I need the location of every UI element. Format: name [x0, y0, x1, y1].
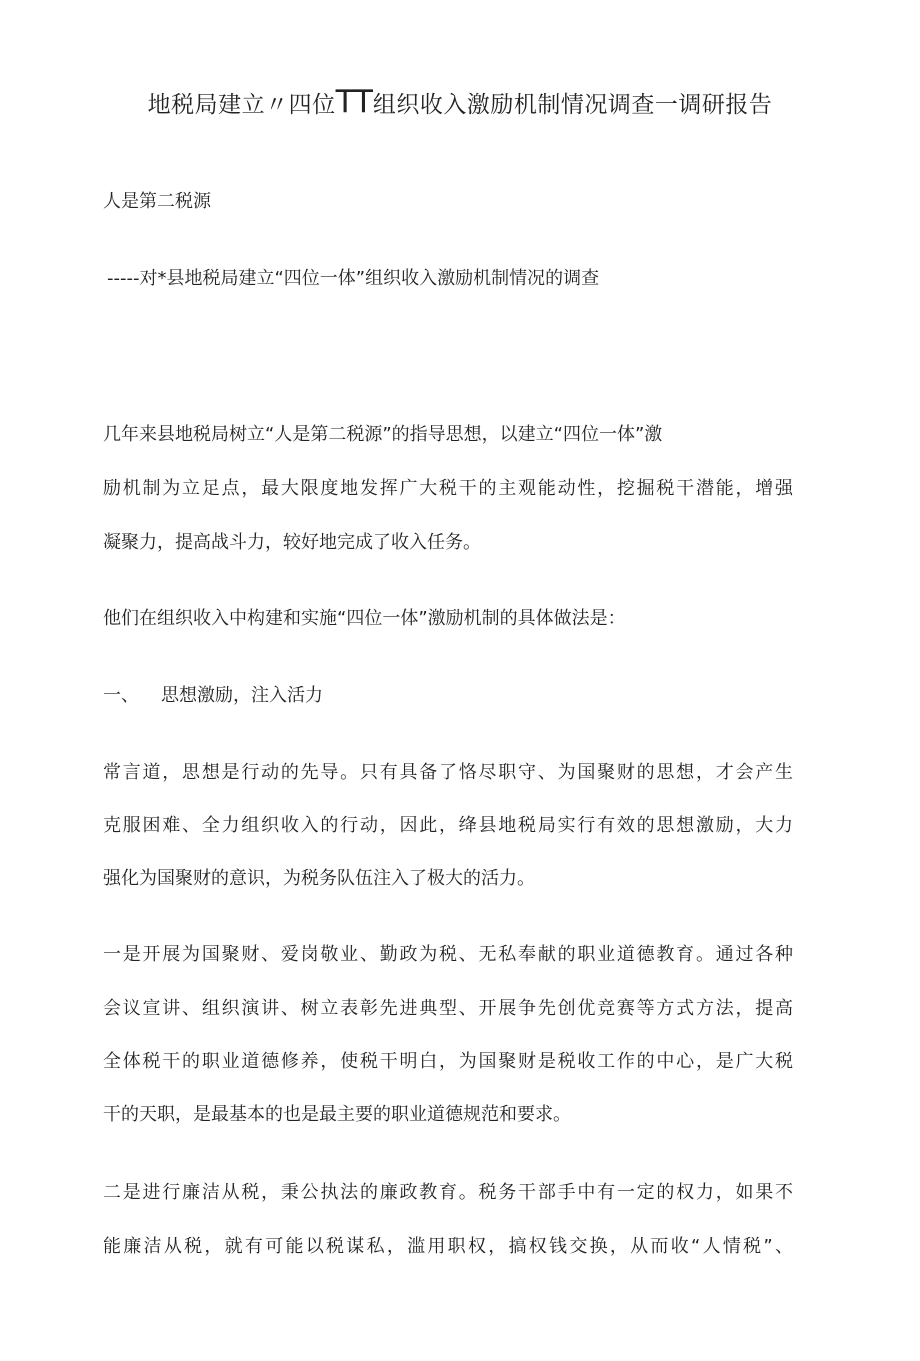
section-heading: 人是第二税源 — [103, 191, 211, 212]
paragraph-4-line-4: 干的天职，是最基本的也是最主要的职业道德规范和要求。 — [103, 1104, 571, 1125]
title-pre: 地税局建立〃四位 — [147, 92, 336, 118]
paragraph-1-line-3: 凝聚力，提高战斗力，较好地完成了收入任务。 — [103, 532, 481, 553]
paragraph-1-line-1: 几年来县地税局树立“人是第二税源”的指导思想，以建立“四位一体”激 — [103, 424, 663, 445]
paragraph-3-line-3: 强化为国聚财的意识，为税务队伍注入了极大的活力。 — [103, 868, 535, 889]
paragraph-4-line-2: 会议宣讲、组织演讲、树立表彰先进典型、开展争先创优竞赛等方式方法，提高 — [103, 998, 793, 1019]
paragraph-5-line-2: 能廉洁从税，就有可能以税谋私，滥用职权，搞权钱交换，从而收“人情税”、 — [103, 1236, 793, 1257]
title-post: 组织收入激励机制情况调查一调研报告 — [372, 92, 773, 118]
title-mid: TT — [335, 84, 373, 120]
section-1-title: 思想激励，注入活力 — [161, 685, 323, 706]
paragraph-5-line-1: 二是进行廉洁从税，秉公执法的廉政教育。税务干部手中有一定的权力，如果不 — [103, 1182, 793, 1203]
document-title — [0, 84, 920, 123]
section-1-heading — [103, 683, 803, 709]
paragraph-4-line-1: 一是开展为国聚财、爱岗敬业、勤政为税、无私奉献的职业道德教育。通过各种 — [103, 944, 793, 965]
paragraph-1-line-2: 励机制为立足点，最大限度地发挥广大税干的主观能动性，挖掘税干潜能，增强 — [103, 478, 793, 499]
section-1-number: 一、 — [103, 685, 139, 706]
subtitle: -----对*县地税局建立“四位一体”组织收入激励机制情况的调查 — [107, 268, 600, 289]
paragraph-3-line-1: 常言道，思想是行动的先导。只有具备了恪尽职守、为国聚财的思想，才会产生 — [103, 762, 793, 783]
paragraph-4-line-3: 全体税干的职业道德修养，使税干明白，为国聚财是税收工作的中心，是广大税 — [103, 1051, 793, 1072]
paragraph-2: 他们在组织收入中构建和实施“四位一体”激励机制的具体做法是： — [103, 608, 626, 629]
paragraph-3-line-2: 克服困难、全力组织收入的行动，因此，绛县地税局实行有效的思想激励，大力 — [103, 815, 793, 836]
